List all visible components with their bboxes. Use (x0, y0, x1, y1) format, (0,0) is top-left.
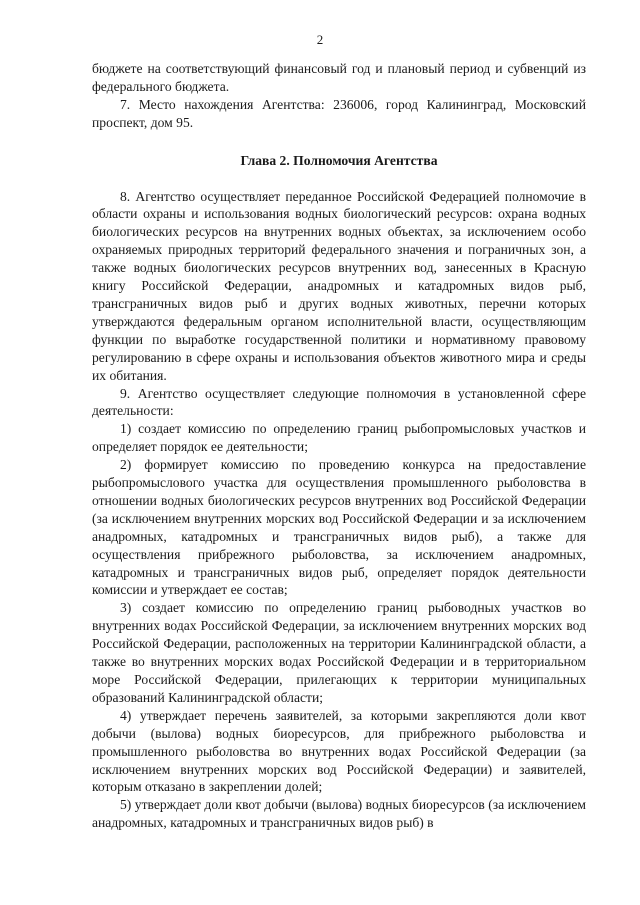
paragraph-8: 8. Агентство осуществляет переданное Российской Федерацией полномочие в области охраны и использования водных биологический ресурсов: охрана водных биологических ресурсов на внутренних водных объектах, за исключением особо охраняемых природных территорий федерального значения и пограничных зон, а также водных биологических ресурсов внутренних вод, занесенных в Красную книгу Российской Федерации, анадромных и катадромных видов рыб, трансграничных видов рыб и других водных животных, перечни которых утверждаются федеральным органом исполнительной власти, осуществляющим функции по выработке государственной политики и нормативному правовому регулированию в сфере охраны и использования объектов животного мира и среды их обитания. (92, 188, 586, 383)
page-number: 2 (316, 32, 324, 47)
list-item-1: 1) создает комиссию по определению границ рыбопромысловых участков и определяет порядок ее деятельности; (92, 421, 586, 455)
list-item-2: 2) формирует комиссию по проведению конкурса на предоставление рыбопромыслового участка для осуществления промышленного рыболовства в отношении водных биологических ресурсов внутренних вод Российской Федерации (за исключением внутренних морских вод Российской Федерации и за исключением анадромных, катадромных и трансграничных видов рыб), а также для осуществления прибрежного рыболовства, за исключением анадромных, катадромных и трансграничных видов рыб, определяет порядок деятельности комиссии и утверждает ее состав; (92, 457, 586, 598)
paragraph-continuation: бюджете на соответствующий финансовый год и плановый период и субвенций из федерального бюджета. (92, 61, 586, 94)
document-body (92, 60, 586, 832)
paragraph-9: 9. Агентство осуществляет следующие полномочия в установленной сфере деятельности: (92, 385, 586, 419)
chapter-title: Глава 2. Полномочия Агентства (240, 152, 438, 168)
list-item-3: 3) создает комиссию по определению границ рыбоводных участков во внутренних водах Российской Федерации, за исключением внутренних морских вод Российской Федерации, расположенных на территории Калининградской области, а также во внутренних морских водах Российской Федерации и в территориальном море Российской Федерации, прилегающих к территории муниципальных образований Калининградской области; (92, 600, 586, 705)
list-item-4: 4) утверждает перечень заявителей, за которыми закрепляются доли квот добычи (вылова) водных биоресурсов, для прибрежного рыболовства и промышленного рыболовства во внутренних водах Российской Федерации (за исключением внутренних морских вод Российской Федерации) и заявителей, которым отказано в закреплении долей; (92, 707, 586, 795)
list-item-5: 5) утверждает доли квот добычи (вылова) водных биоресурсов (за исключением анадромных, катадромных и трансграничных видов рыб) в (92, 797, 586, 831)
paragraph-7: 7. Место нахождения Агентства: 236006, город Калининград, Московский проспект, дом 95. (92, 96, 586, 130)
